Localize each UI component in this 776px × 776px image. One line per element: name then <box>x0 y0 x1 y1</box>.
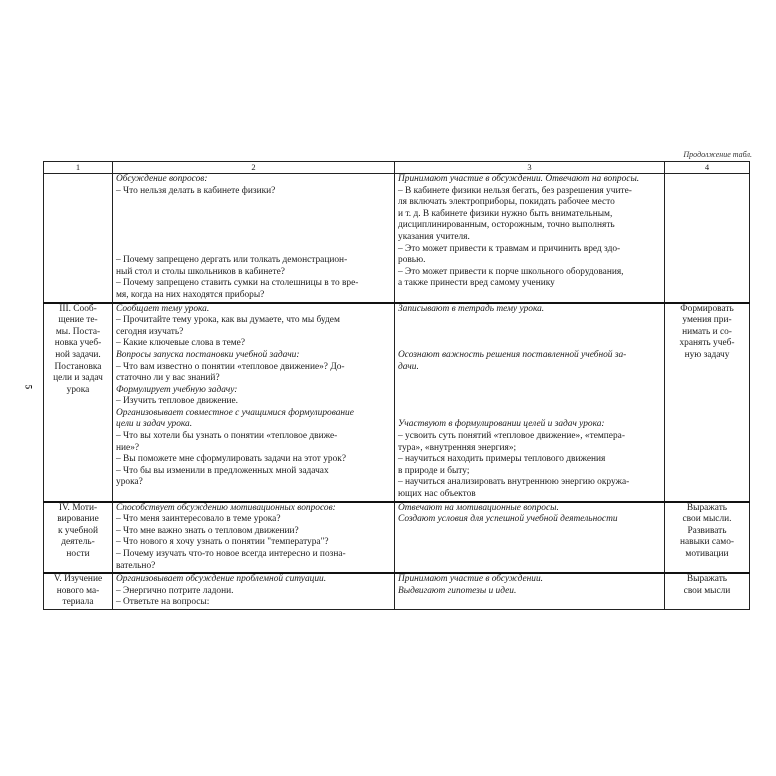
teacher-activity-cell <box>113 174 395 303</box>
teacher-activity-cell <box>113 303 395 502</box>
text-line: указания учителя. <box>398 231 470 242</box>
text-line: Принимают участие в обсуждении. Отвечают на вопросы. <box>398 174 640 184</box>
text-line: – Какие ключевые слова в теме? <box>116 338 246 349</box>
text-line: мя, когда на них находятся приборы? <box>116 289 265 300</box>
spacer <box>116 209 391 221</box>
stage-cell <box>44 303 113 502</box>
text-line: дачи. <box>398 361 419 372</box>
text-line: – Что нового я хочу узнать о понятии "температура"? <box>116 537 329 548</box>
text-line: – Что мне важно знать о тепловом движении? <box>116 525 299 536</box>
text-line: – Почему запрещено ставить сумки на столешницы в то вре- <box>116 278 359 289</box>
stage-label-line: ной задачи. <box>55 349 101 360</box>
teacher-activity-cell <box>113 502 395 574</box>
text-line: Организовывает обсуждение проблемной ситуации. <box>116 574 327 585</box>
stage-label-line: вирование <box>57 514 99 525</box>
skills-line: мотивации <box>685 549 729 559</box>
column-header-teacher: 2 <box>113 162 395 174</box>
text-line: – Что меня заинтересовало в теме урока? <box>116 514 281 525</box>
skills-cell <box>665 502 750 574</box>
text-line: Участвуют в формулировании целей и задач урока: <box>398 419 605 430</box>
text-line: ющих нас объектов <box>398 489 476 500</box>
text-line: – Что вы хотели бы узнать о понятии «тепловое движе- <box>116 431 338 442</box>
text-line: и т. д. В кабинете физики нужно быть внимательным, <box>398 208 613 219</box>
skills-cell <box>665 303 750 502</box>
stage-cell <box>44 573 113 609</box>
text-line: Организовывает совместное с учащимися формулирование <box>116 407 354 418</box>
skills-line: Формировать <box>680 303 734 314</box>
column-header-row <box>44 162 750 174</box>
text-line: – Что нельзя делать в кабинете физики? <box>116 185 276 196</box>
stage-cell <box>44 174 113 303</box>
column-header-skills: 4 <box>665 162 750 174</box>
spacer <box>116 244 391 256</box>
text-line: – научиться находить примеры теплового движения <box>398 454 606 465</box>
text-line: сегодня изучать? <box>116 326 184 337</box>
table-continuation-caption: Продолжение табл. <box>683 150 752 159</box>
skills-cell <box>665 573 750 609</box>
text-line: ный стол и столы школьников в кабинете? <box>116 266 285 277</box>
stage-label-line: III. Сооб- <box>59 303 97 314</box>
text-line: – Вы поможете мне сформулировать задачи на этот урок? <box>116 454 347 465</box>
skills-line: свои мысли <box>683 585 731 596</box>
text-line: ля включать электроприборы, покидать рабочее место <box>398 197 615 208</box>
skills-line: Выражать <box>686 502 728 513</box>
text-line: ние»? <box>116 442 140 453</box>
text-line: ровью. <box>398 255 426 266</box>
stage-label-line: деятель- <box>61 537 95 548</box>
text-line: – Энергично потрите ладони. <box>116 585 234 596</box>
lesson-plan-table <box>43 161 750 610</box>
text-line: Формулирует учебную задачу: <box>116 384 238 395</box>
table-row-stage-5 <box>44 573 750 609</box>
spacer <box>398 373 661 385</box>
skills-line: навыки само- <box>680 537 734 548</box>
spacer <box>116 232 391 244</box>
text-line: Принимают участие в обсуждении. <box>398 574 544 585</box>
text-line: тура», «внутренняя энергия»; <box>398 442 517 453</box>
stage-label-line: к учебной <box>58 525 98 536</box>
text-line: – Что вам известно о понятии «тепловое движение»? До- <box>116 361 345 372</box>
skills-line: Развивать <box>687 525 727 536</box>
stage-label-line: урока <box>66 384 90 395</box>
student-activity-cell <box>395 502 665 574</box>
skills-line: нимать и со- <box>682 326 732 337</box>
text-line: Сообщает тему урока. <box>116 303 210 314</box>
table-row-discussion <box>44 174 750 303</box>
text-line: урока? <box>116 477 143 488</box>
text-line: – В кабинете физики нельзя бегать, без разрешения учите- <box>398 185 632 196</box>
text-line: – Изучить тепловое движение. <box>116 396 239 407</box>
skills-line: свои мысли. <box>682 514 732 525</box>
spacer <box>398 396 661 408</box>
stage-label-line: V. Изучение <box>53 574 103 585</box>
text-line: Выдвигают гипотезы и идеи. <box>398 585 517 596</box>
stage-label-line: териала <box>62 597 94 608</box>
table-row-stage-3 <box>44 303 750 502</box>
student-activity-cell <box>395 303 665 502</box>
text-line: – Это может привести к травмам и причинить вред здо- <box>398 243 621 254</box>
text-line: Вопросы запуска постановки учебной задачи: <box>116 349 300 360</box>
spacer <box>398 315 661 327</box>
skills-cell <box>665 174 750 303</box>
skills-line: ную задачу <box>684 349 730 360</box>
spacer <box>398 327 661 339</box>
stage-cell <box>44 502 113 574</box>
text-line: Отвечают на мотивационные вопросы. <box>398 502 559 513</box>
student-activity-cell <box>395 573 665 609</box>
stage-label-line: нового ма- <box>56 585 100 596</box>
stage-label-line: мы. Поста- <box>55 326 101 337</box>
stage-label-line: IV. Моти- <box>58 502 98 513</box>
text-line: Обсуждение вопросов: <box>116 174 208 184</box>
text-line: – Это может привести к порче школьного оборудования, <box>398 266 624 277</box>
text-line: Создают условия для успешной учебной деятельности <box>398 514 618 525</box>
stage-label-line: Постановка <box>54 361 102 372</box>
teacher-activity-cell <box>113 573 395 609</box>
spacer <box>398 338 661 350</box>
text-line: – Почему изучать что-то новое всегда интересно и позна- <box>116 549 346 559</box>
spacer <box>398 385 661 397</box>
text-line: – Почему запрещено дергать или толкать демонстрацион- <box>116 255 348 266</box>
text-line: статочно ли у вас знаний? <box>116 373 220 384</box>
spacer <box>116 197 391 209</box>
text-line: вательно? <box>116 560 156 571</box>
stage-label-line: новка учеб- <box>54 338 102 349</box>
text-line: – научиться анализировать внутреннюю энергию окружа- <box>398 477 630 488</box>
text-line: – Ответьте на вопросы: <box>116 597 210 608</box>
text-line: – Что бы вы изменили в предложенных мной задачах <box>116 465 329 476</box>
column-header-stage: 1 <box>44 162 113 174</box>
text-line: – усвоить суть понятий «тепловое движение», «темпера- <box>398 431 625 442</box>
text-line: цели и задач урока. <box>116 419 193 430</box>
text-line: а также принести вред самому ученику <box>398 278 555 289</box>
skills-line: хранять учеб- <box>679 338 735 349</box>
stage-label-line: ности <box>66 549 90 559</box>
text-line: в природе и быту; <box>398 465 470 476</box>
skills-line: Выражать <box>686 574 728 585</box>
stage-label-line: цели и задач <box>53 373 103 384</box>
skills-line: умения при- <box>682 315 732 326</box>
text-line: Осознают важность решения поставленной учебной за- <box>398 349 627 360</box>
page-number: 5 <box>23 384 34 390</box>
spacer <box>398 408 661 420</box>
column-header-students: 3 <box>395 162 665 174</box>
text-line: Способствует обсуждению мотивационных вопросов: <box>116 502 336 513</box>
text-line: дисциплинированным, осторожным, точно выполнять <box>398 220 615 231</box>
student-activity-cell <box>395 174 665 303</box>
text-line: – Прочитайте тему урока, как вы думаете, что мы будем <box>116 315 340 326</box>
text-line: Записывают в тетрадь тему урока. <box>398 303 545 314</box>
stage-label-line: щение те- <box>58 315 98 326</box>
table-row-stage-4 <box>44 502 750 574</box>
spacer <box>116 220 391 232</box>
